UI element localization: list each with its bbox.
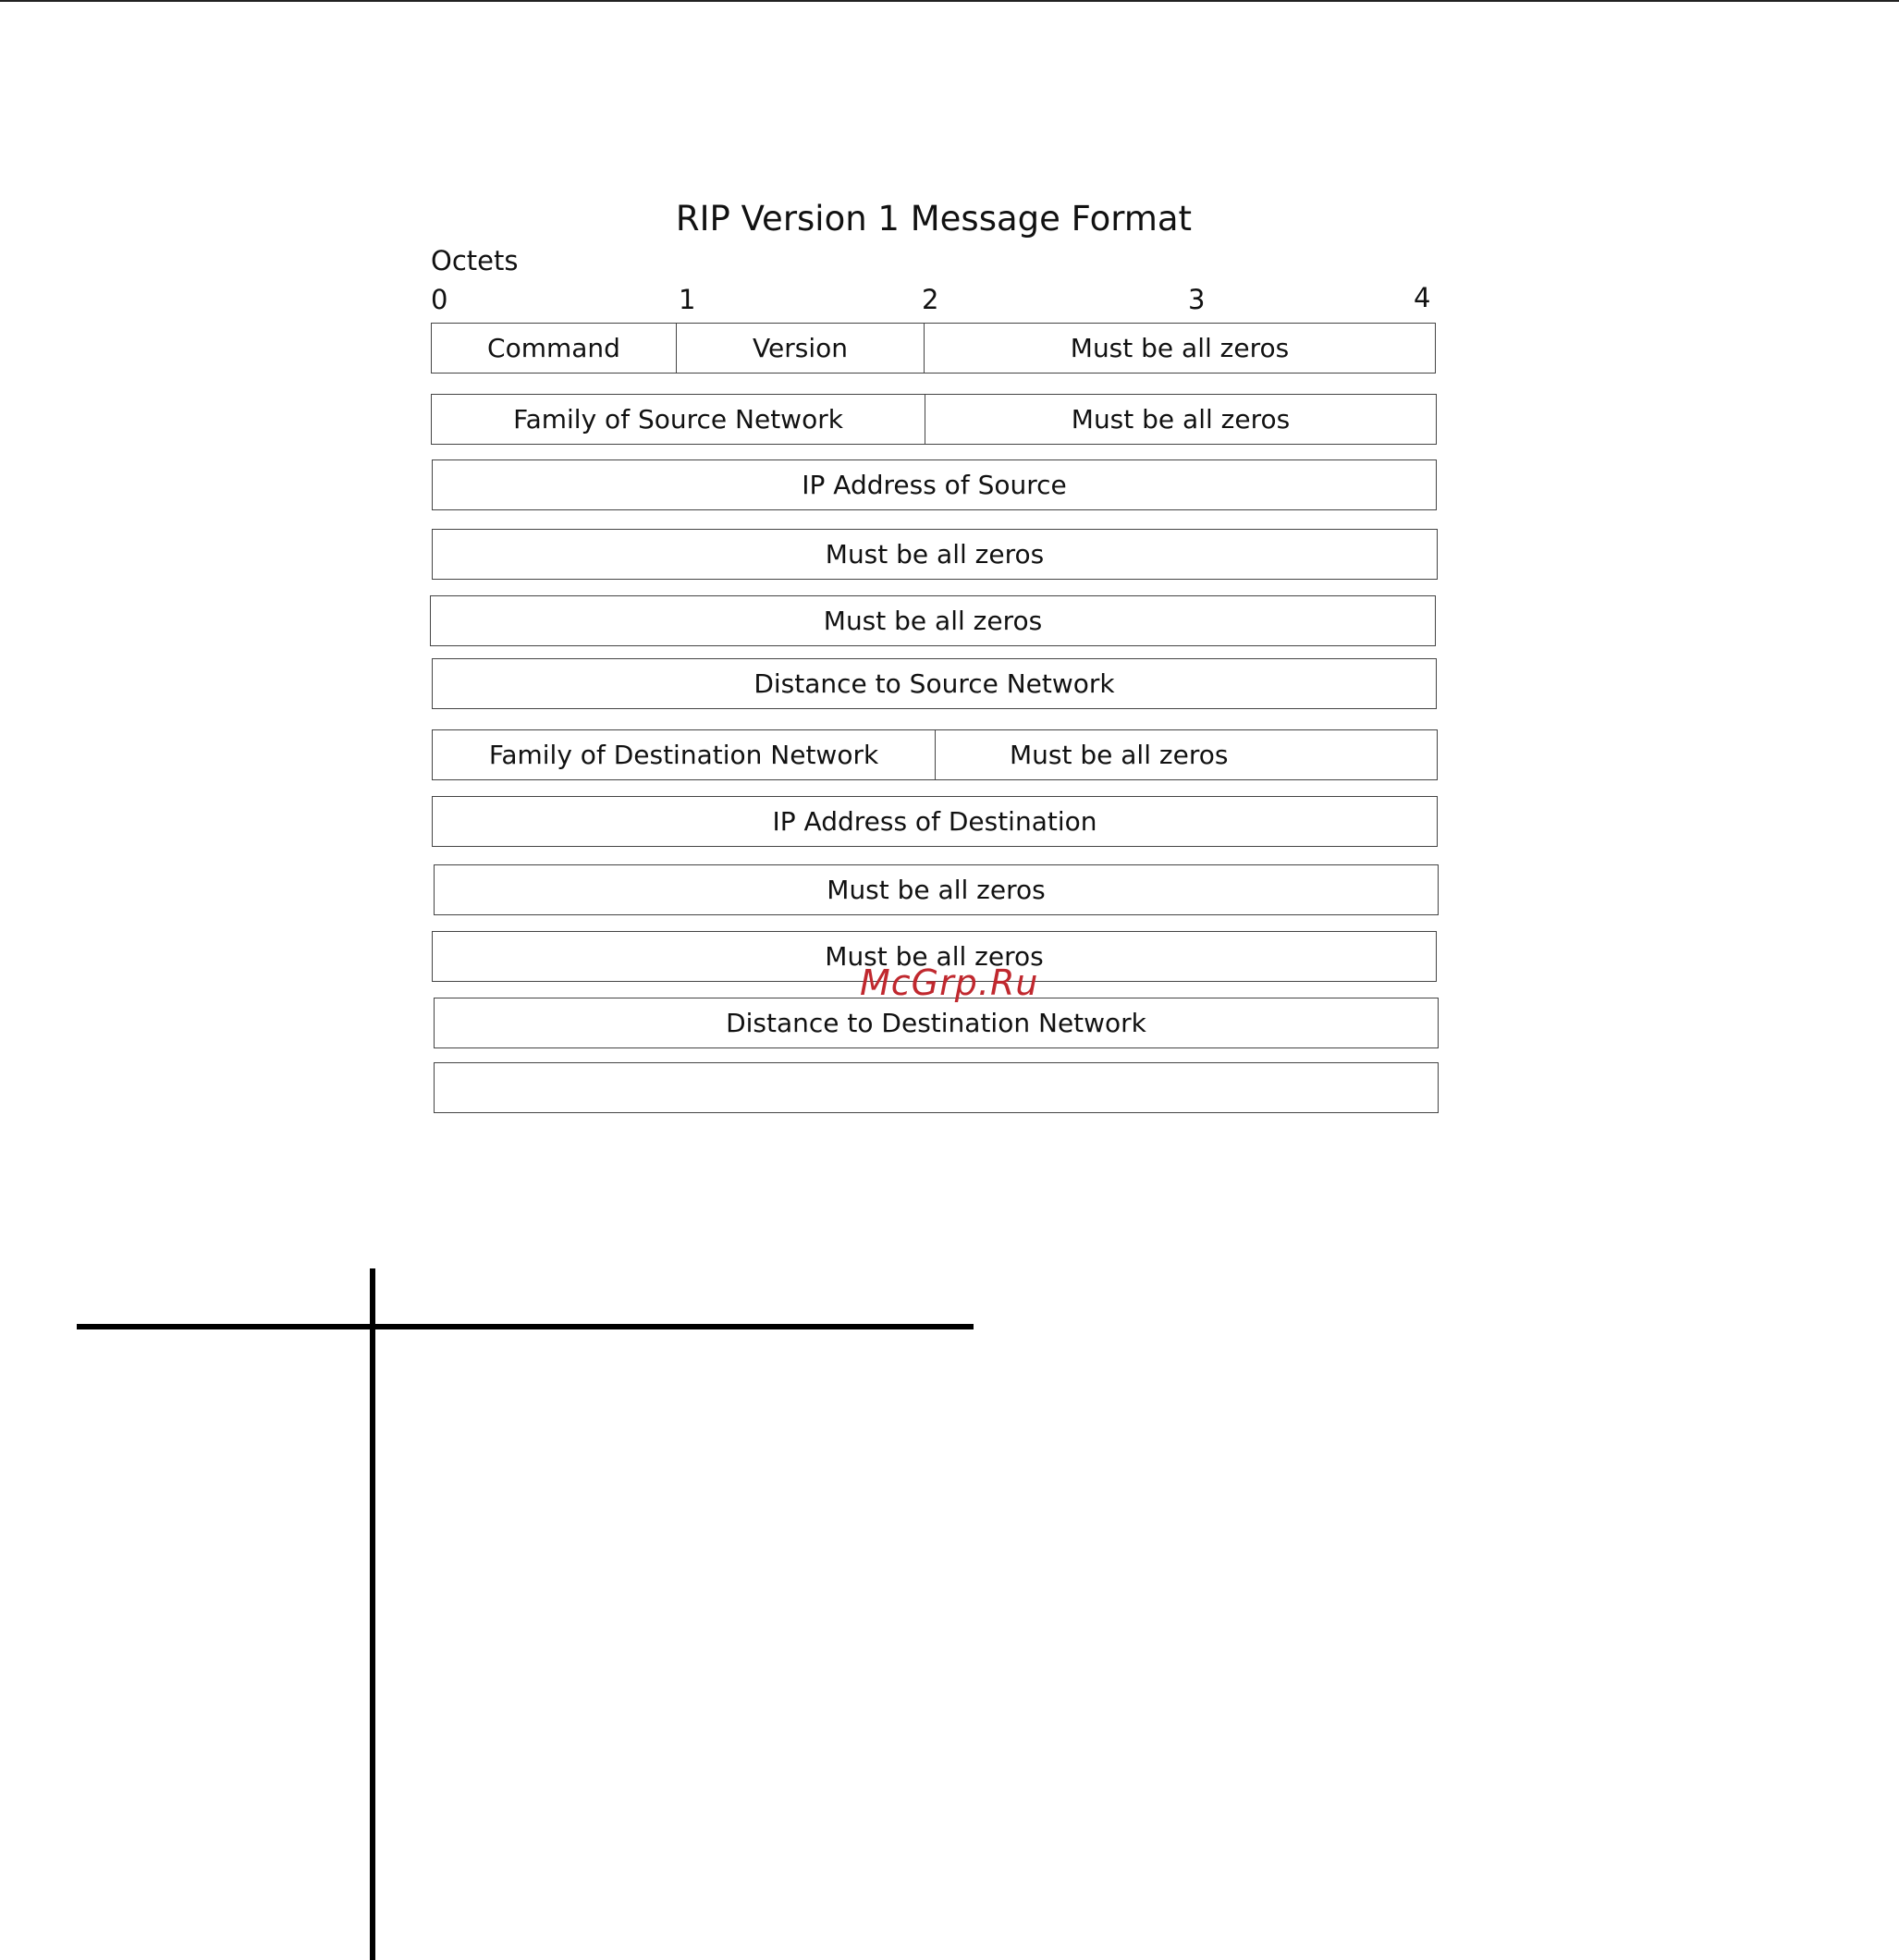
message-row-destination-family	[432, 729, 1438, 780]
field-zeros: Must be all zeros	[935, 730, 1437, 779]
field-command: Command	[487, 333, 620, 363]
octet-tick-0: 0	[431, 284, 448, 315]
diagram-title: RIP Version 1 Message Format	[675, 199, 1193, 239]
field-ip-destination: IP Address of Destination	[772, 806, 1097, 837]
field-family-destination: Family of Destination Network	[488, 740, 879, 770]
octet-tick-3: 3	[1188, 284, 1206, 315]
message-row-zeros	[430, 595, 1436, 646]
top-border-line	[0, 0, 1899, 2]
octet-tick-4: 4	[1414, 282, 1431, 313]
field-family-source: Family of Source Network	[513, 404, 843, 435]
message-row-destination-ip	[432, 796, 1438, 847]
horizontal-rule	[77, 1324, 974, 1329]
message-row-header	[431, 323, 1436, 374]
field-distance-destination: Distance to Destination Network	[726, 1008, 1146, 1038]
field-zeros: Must be all zeros	[827, 875, 1046, 905]
field-zeros: Must be all zeros	[825, 941, 1044, 972]
message-row-empty	[434, 1062, 1439, 1113]
field-zeros: Must be all zeros	[825, 539, 1045, 570]
watermark: McGrp.Ru	[860, 962, 1039, 1003]
octet-tick-2: 2	[922, 284, 939, 315]
octet-tick-1: 1	[679, 284, 696, 315]
message-row-source-ip	[432, 459, 1437, 510]
field-zeros: Must be all zeros	[924, 324, 1435, 373]
field-empty	[435, 1063, 1438, 1112]
field-version: Version	[676, 324, 924, 373]
octets-label: Octets	[431, 245, 519, 276]
message-row-zeros	[434, 864, 1439, 915]
field-distance-source: Distance to Source Network	[753, 668, 1115, 699]
field-ip-source: IP Address of Source	[802, 470, 1067, 500]
message-row-source-distance	[432, 658, 1437, 709]
field-zeros: Must be all zeros	[925, 395, 1436, 444]
message-row-source-family	[431, 394, 1437, 445]
message-row-zeros	[432, 529, 1438, 580]
vertical-rule	[370, 1268, 375, 1960]
field-zeros: Must be all zeros	[823, 606, 1043, 636]
